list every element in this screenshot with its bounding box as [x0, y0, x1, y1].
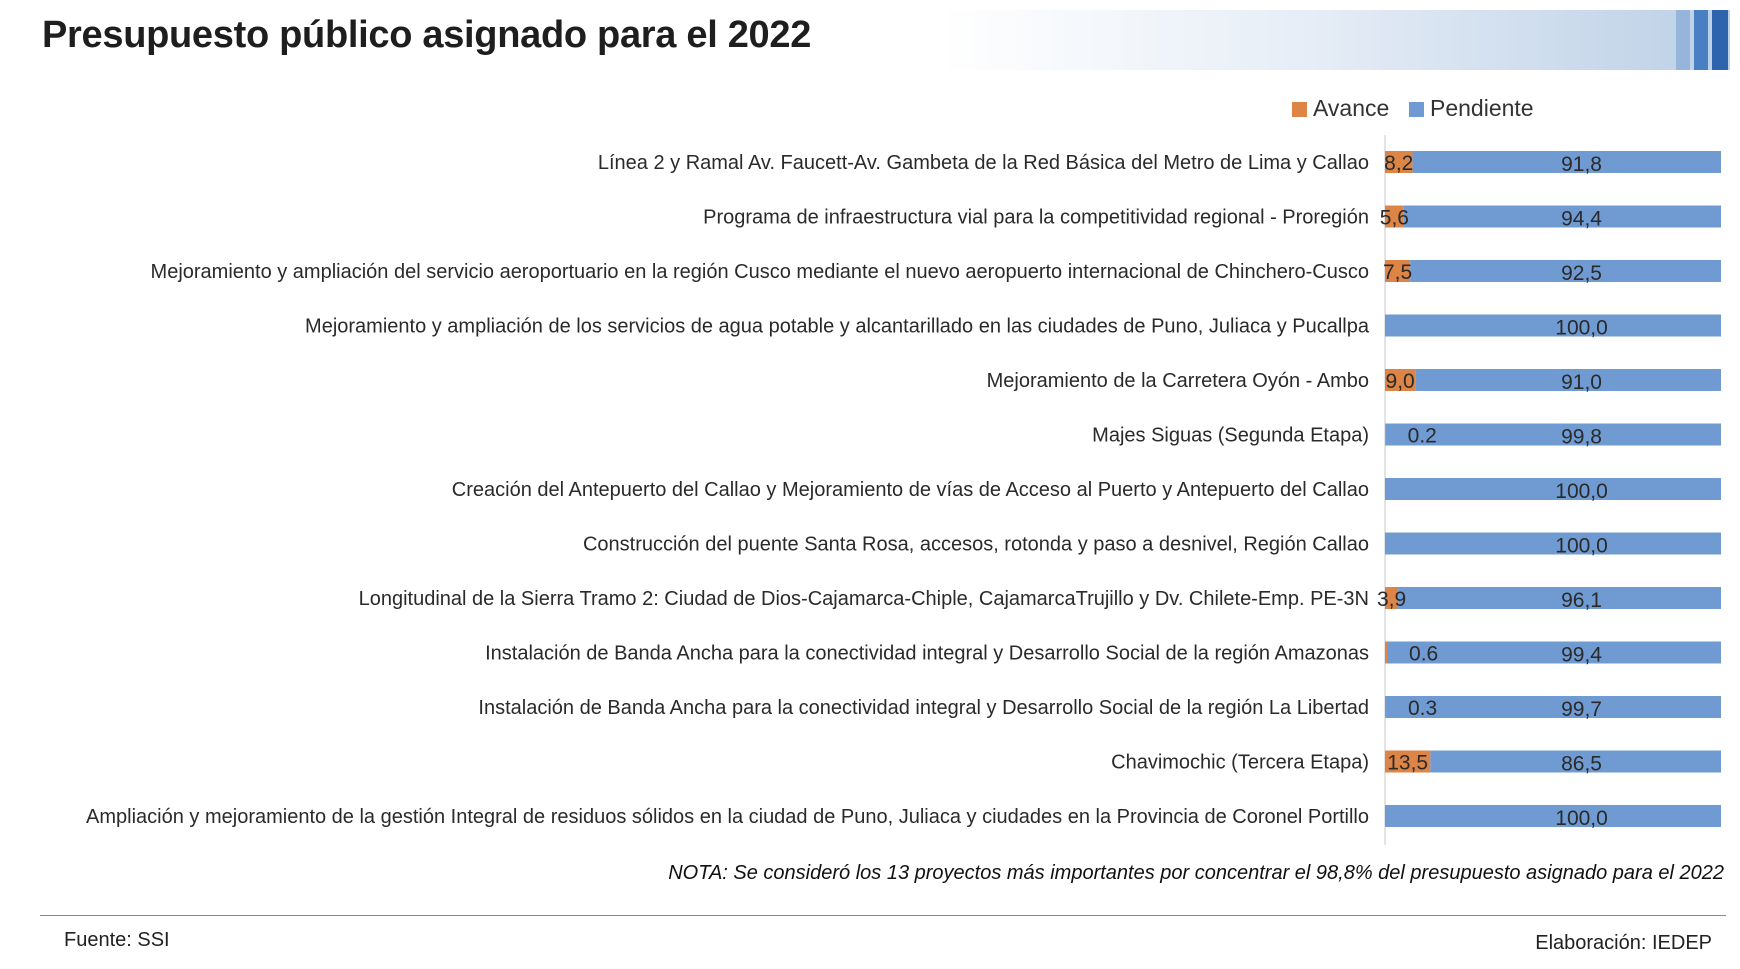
data-label-pendiente: 99,4 [1561, 643, 1602, 667]
data-label-pendiente: 99,8 [1561, 425, 1602, 449]
data-label-avance: 7,5 [1382, 261, 1413, 284]
data-label-avance: 13,5 [1387, 751, 1429, 775]
data-label-avance: 5,6 [1379, 206, 1410, 230]
legend-label-avance: Avance [1313, 95, 1390, 121]
bar-avance [1385, 424, 1386, 446]
category-label: Mejoramiento y ampliación de los servicios de agua potable y alcantarillado en las ciudades de Puno, Juliaca y Pucallpa [305, 315, 1369, 338]
category-label: Construcción del puente Santa Rosa, accesos, rotonda y paso a desnivel, Región Callao [582, 533, 1369, 556]
data-label-pendiente: 94,4 [1561, 207, 1602, 231]
data-label-pendiente: 86,5 [1561, 752, 1602, 776]
data-label-pendiente: 92,5 [1561, 262, 1602, 285]
data-label-pendiente: 100,0 [1555, 534, 1608, 558]
category-label: Instalación de Banda Ancha para la conectividad integral y Desarrollo Social de la región Amazonas [485, 642, 1369, 665]
bar-pendiente [1385, 805, 1721, 827]
data-label-avance: 9,0 [1385, 370, 1415, 393]
chart-note: NOTA: Se consideró los 13 proyectos más importantes por concentrar el 98,8% del presupuesto asignado para el 2022 [668, 862, 1724, 884]
category-label: Ampliación y mejoramiento de la gestión Integral de residuos sólidos en la ciudad de Puno, Juliaca y ciudades en la Provincia de Coronel Portillo [86, 806, 1369, 828]
data-label-avance: 0.3 [1408, 697, 1438, 720]
data-label-pendiente: 100,0 [1555, 316, 1608, 340]
category-label: Instalación de Banda Ancha para la conectividad integral y Desarrollo Social de la región La Libertad [478, 697, 1369, 719]
category-label: Mejoramiento de la Carretera Oyón - Ambo [986, 370, 1369, 392]
legend-label-pendiente: Pendiente [1430, 95, 1534, 121]
data-label-pendiente: 96,1 [1561, 589, 1602, 612]
category-label: Majes Siguas (Segunda Etapa) [1092, 424, 1369, 447]
bar-pendiente [1385, 478, 1721, 500]
page-title: Presupuesto público asignado para el 2022 [42, 14, 812, 56]
footer-divider [40, 915, 1726, 916]
data-label-pendiente: 100,0 [1555, 807, 1608, 830]
category-label: Longitudinal de la Sierra Tramo 2: Ciudad de Dios-Cajamarca-Chiple, CajamarcaTrujillo y Dv. Chilete-Emp. PE-3N [358, 588, 1369, 610]
data-label-pendiente: 99,7 [1561, 698, 1602, 721]
data-label-pendiente: 100,0 [1555, 480, 1608, 503]
data-label-pendiente: 91,0 [1561, 371, 1602, 394]
legend-swatch-avance [1292, 102, 1307, 117]
data-label-pendiente: 91,8 [1561, 153, 1602, 176]
bar-pendiente [1385, 533, 1721, 555]
category-label: Programa de infraestructura vial para la competitividad regional - Proregión [703, 206, 1369, 229]
bar-avance [1385, 696, 1386, 718]
data-label-avance: 3,9 [1376, 588, 1407, 611]
credit-label: Elaboración: IEDEP [1535, 932, 1712, 954]
data-label-avance: 0.2 [1407, 424, 1437, 448]
data-label-avance: 0.6 [1409, 642, 1439, 666]
category-label: Chavimochic (Tercera Etapa) [1111, 751, 1369, 774]
category-label: Mejoramiento y ampliación del servicio aeroportuario en la región Cusco mediante el nuevo aeropuerto internacional de Chinchero-Cusco [150, 261, 1369, 283]
bar-pendiente [1385, 315, 1721, 337]
legend-swatch-pendiente [1409, 102, 1424, 117]
category-label: Línea 2 y Ramal Av. Faucett-Av. Gambeta de la Red Básica del Metro de Lima y Callao [597, 152, 1369, 174]
data-label-avance: 8,2 [1384, 152, 1414, 175]
bar-avance [1385, 642, 1387, 664]
bar-pendiente [1398, 587, 1721, 609]
source-label: Fuente: SSI [64, 929, 170, 951]
category-label: Creación del Antepuerto del Callao y Mejoramiento de vías de Acceso al Puerto y Antepuerto del Callao [451, 479, 1369, 501]
